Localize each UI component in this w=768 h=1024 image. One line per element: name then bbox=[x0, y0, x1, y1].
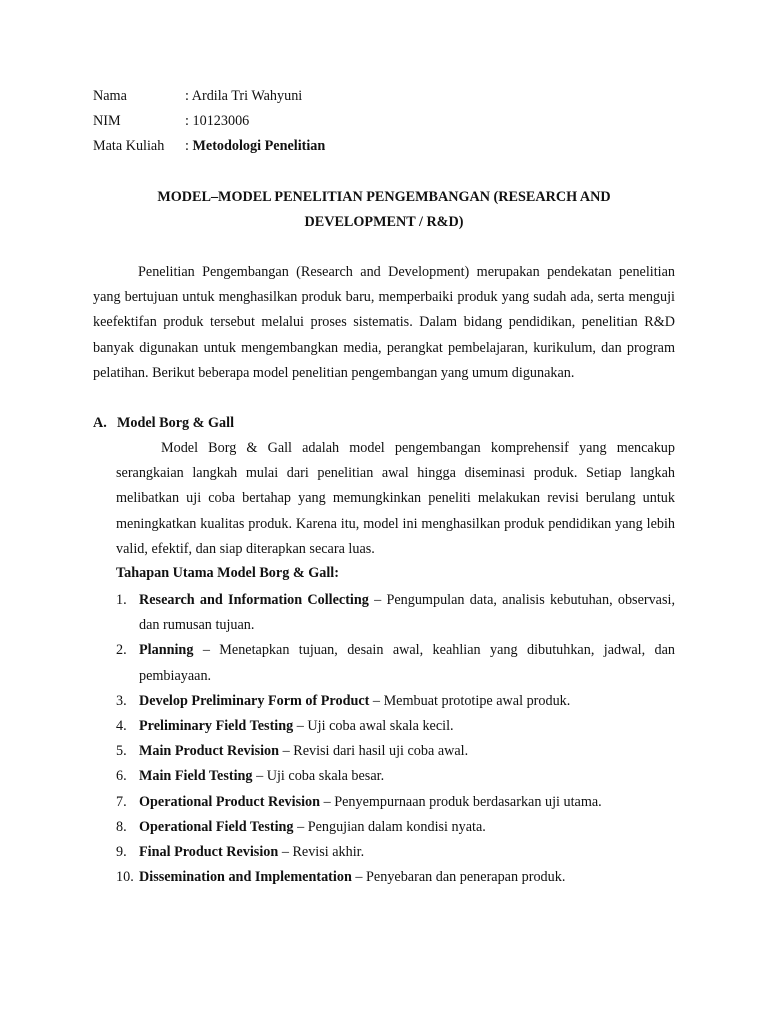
header-row-course bbox=[93, 136, 325, 156]
section-heading bbox=[93, 413, 234, 433]
step-desc: – Membuat prototipe awal produk. bbox=[369, 692, 571, 709]
step-term: Preliminary Field Testing bbox=[139, 718, 294, 735]
step-desc: – Revisi akhir. bbox=[278, 844, 365, 861]
list-item bbox=[116, 764, 675, 789]
step-number: 5. bbox=[116, 743, 127, 760]
list-item bbox=[116, 790, 675, 815]
step-desc: – Menetapkan tujuan, desain awal, keahlian yang dibutuhkan, jadwal, dan pembiayaan. bbox=[139, 642, 675, 684]
step-term: Final Product Revision bbox=[139, 844, 279, 861]
header-label: Mata Kuliah bbox=[93, 138, 165, 154]
step-term: Research and Information Collecting bbox=[139, 592, 369, 608]
step-term: Operational Product Revision bbox=[139, 793, 321, 810]
section-letter: A. bbox=[93, 415, 107, 431]
step-number: 2. bbox=[116, 642, 127, 659]
step-number: 7. bbox=[116, 793, 127, 810]
step-desc: – Penyebaran dan penerapan produk. bbox=[351, 869, 566, 886]
step-desc: – Pengujian dalam kondisi nyata. bbox=[293, 818, 486, 835]
header-value-name: Ardila Tri Wahyuni bbox=[191, 88, 303, 104]
step-desc: – Uji coba awal skala kecil. bbox=[293, 718, 454, 735]
step-desc: – Revisi dari hasil uji coba awal. bbox=[279, 743, 469, 760]
step-desc: – Pengumpulan data, analisis kebutuhan, observasi, dan rumusan tujuan. bbox=[139, 592, 675, 634]
step-desc: – Uji coba skala besar. bbox=[252, 768, 385, 785]
step-number: 10. bbox=[116, 869, 134, 886]
step-number: 4. bbox=[116, 718, 127, 735]
header-value-nim: 10123006 bbox=[192, 113, 250, 129]
stages-title: Tahapan Utama Model Borg & Gall: bbox=[116, 565, 339, 581]
header-separator: : bbox=[185, 138, 193, 154]
section-paragraph bbox=[116, 436, 675, 562]
header-row-name bbox=[93, 86, 302, 106]
header-value-course: Metodologi Penelitian bbox=[192, 138, 326, 154]
header-separator: : bbox=[185, 88, 192, 104]
step-term: Main Product Revision bbox=[139, 743, 280, 760]
list-item bbox=[116, 815, 675, 840]
step-number: 1. bbox=[116, 592, 127, 608]
step-term: Develop Preliminary Form of Product bbox=[139, 692, 370, 709]
list-item bbox=[116, 689, 675, 714]
header-row-nim bbox=[93, 111, 249, 131]
list-item bbox=[116, 714, 675, 739]
document-title bbox=[93, 185, 675, 235]
step-term: Planning bbox=[139, 642, 194, 659]
step-term: Operational Field Testing bbox=[139, 818, 294, 835]
steps-list bbox=[116, 588, 675, 890]
header-label: Nama bbox=[93, 88, 127, 104]
title-line-2: DEVELOPMENT / R&D) bbox=[304, 214, 464, 230]
step-term: Main Field Testing bbox=[139, 768, 253, 785]
step-number: 8. bbox=[116, 818, 127, 835]
header-separator: : bbox=[185, 113, 193, 129]
step-number: 9. bbox=[116, 844, 127, 861]
header-label: NIM bbox=[93, 113, 121, 129]
list-item bbox=[116, 638, 675, 688]
title-line-1: MODEL–MODEL PENELITIAN PENGEMBANGAN (RESEARCH AND bbox=[157, 189, 611, 205]
list-item bbox=[116, 588, 675, 638]
intro-text: Penelitian Pengembangan (Research and Development) merupakan pendekatan penelitian yang bertujuan untuk menghasilkan produk baru, memperbaiki produk yang sudah ada, serta menguji keefektifan produk tersebut melalui proses sistematis. Dalam bidang pendidikan, penelitian R&D banyak digunakan untuk mengembangkan media, perangkat pembelajaran, kurikulum, dan program pelatihan. Berikut beberapa model penelitian pengembangan yang umum digunakan. bbox=[93, 264, 675, 381]
intro-paragraph bbox=[93, 260, 675, 386]
list-item bbox=[116, 865, 675, 890]
list-item bbox=[116, 840, 675, 865]
step-term: Dissemination and Implementation bbox=[139, 869, 352, 886]
section-title: Model Borg & Gall bbox=[117, 415, 235, 431]
step-number: 3. bbox=[116, 692, 127, 709]
step-number: 6. bbox=[116, 768, 127, 785]
list-item bbox=[116, 739, 675, 764]
step-desc: – Penyempurnaan produk berdasarkan uji utama. bbox=[320, 793, 602, 810]
section-paragraph-text: Model Borg & Gall adalah model pengembangan komprehensif yang mencakup serangkaian langkah mulai dari penelitian awal hingga diseminasi produk. Setiap langkah melibatkan uji coba bertahap yang memungkinkan peneliti melakukan revisi berulang untuk meningkatkan kualitas produk. Karena itu, model ini menghasilkan produk pendidikan yang lebih valid, efektif, dan siap diterapkan secara luas. bbox=[116, 440, 675, 557]
